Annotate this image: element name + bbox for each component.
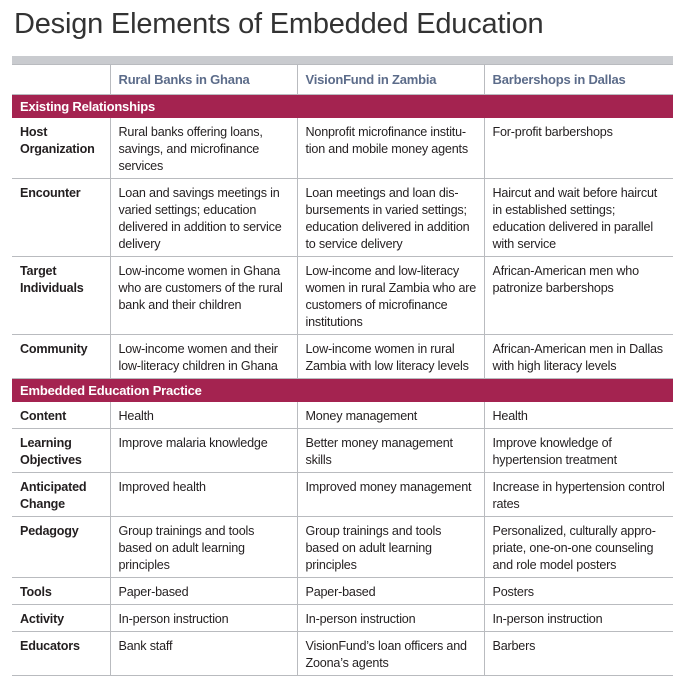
page-title: Design Elements of Embedded Education bbox=[14, 8, 544, 40]
table-row bbox=[12, 517, 673, 578]
column-header-ghana: Rural Banks in Ghana bbox=[110, 65, 297, 95]
table-cell: In-person instruction bbox=[484, 605, 673, 632]
table-cell: Health bbox=[484, 402, 673, 429]
table-body bbox=[12, 95, 673, 676]
table-cell: In-person instruction bbox=[297, 605, 484, 632]
table-cell: Health bbox=[110, 402, 297, 429]
table-cell: Low-income women in rural Zambia with low literacy levels bbox=[297, 335, 484, 379]
table-cell: Loan meetings and loan disbursements in varied settings; education delivered in addition to service delivery bbox=[297, 179, 484, 257]
header-rule bbox=[12, 56, 673, 64]
row-label: Tools bbox=[12, 578, 110, 605]
table-row bbox=[12, 118, 673, 179]
table-row bbox=[12, 578, 673, 605]
table-cell: Better money management skills bbox=[297, 429, 484, 473]
table-cell: Barbers bbox=[484, 632, 673, 676]
table-cell: Low-income and low-literacy women in rural Zambia who are customers of microfinance institutions bbox=[297, 257, 484, 335]
table-cell: Bank staff bbox=[110, 632, 297, 676]
row-label: Anticipated Change bbox=[12, 473, 110, 517]
table-cell: Improved health bbox=[110, 473, 297, 517]
table-cell: Improved money management bbox=[297, 473, 484, 517]
table-cell: Low-income women in Ghana who are customers of the rural bank and their children bbox=[110, 257, 297, 335]
row-label: Educators bbox=[12, 632, 110, 676]
table-row bbox=[12, 473, 673, 517]
row-label: Activity bbox=[12, 605, 110, 632]
table-cell: VisionFund’s loan officers and Zoona’s agents bbox=[297, 632, 484, 676]
table-row bbox=[12, 402, 673, 429]
table-cell: Improve malaria knowledge bbox=[110, 429, 297, 473]
row-label: Pedagogy bbox=[12, 517, 110, 578]
table-cell: Group trainings and tools based on adult learning principles bbox=[110, 517, 297, 578]
table-cell: Improve knowledge of hypertension treatment bbox=[484, 429, 673, 473]
row-label: Learning Objectives bbox=[12, 429, 110, 473]
table-cell: In-person instruction bbox=[110, 605, 297, 632]
column-header-blank bbox=[12, 65, 110, 95]
design-elements-table bbox=[12, 64, 673, 676]
table-row bbox=[12, 257, 673, 335]
table-cell: Nonprofit microfinance institution and mobile money agents bbox=[297, 118, 484, 179]
table-cell: Paper-based bbox=[110, 578, 297, 605]
column-header-row bbox=[12, 65, 673, 95]
table-cell: Money management bbox=[297, 402, 484, 429]
table-cell: Haircut and wait before haircut in established settings; education delivered in parallel with service bbox=[484, 179, 673, 257]
table-row bbox=[12, 605, 673, 632]
column-header-dallas: Barbershops in Dallas bbox=[484, 65, 673, 95]
table-cell: Loan and savings meetings in varied settings; education delivered in addition to service delivery bbox=[110, 179, 297, 257]
row-label: Community bbox=[12, 335, 110, 379]
section-title: Existing Relationships bbox=[12, 95, 673, 118]
table-row bbox=[12, 179, 673, 257]
section-title: Embedded Education Practice bbox=[12, 379, 673, 402]
table-row bbox=[12, 429, 673, 473]
row-label: Target Individuals bbox=[12, 257, 110, 335]
table-cell: Increase in hypertension control rates bbox=[484, 473, 673, 517]
table-row bbox=[12, 632, 673, 676]
table-cell: Low-income women and their low-literacy children in Ghana bbox=[110, 335, 297, 379]
table-cell: For-profit barbershops bbox=[484, 118, 673, 179]
table-cell: Rural banks offering loans, savings, and microfinance services bbox=[110, 118, 297, 179]
row-label: Host Organization bbox=[12, 118, 110, 179]
table-cell: Group trainings and tools based on adult learning principles bbox=[297, 517, 484, 578]
table-row bbox=[12, 335, 673, 379]
column-header-zambia: VisionFund in Zambia bbox=[297, 65, 484, 95]
section-header-embedded-education-practice bbox=[12, 379, 673, 402]
row-label: Encounter bbox=[12, 179, 110, 257]
table-cell: Posters bbox=[484, 578, 673, 605]
table-cell: Paper-based bbox=[297, 578, 484, 605]
table-cell: African-American men who patronize barbershops bbox=[484, 257, 673, 335]
section-header-existing-relationships bbox=[12, 95, 673, 118]
table-cell: Personalized, culturally appropriate, one-on-one counseling and role model posters bbox=[484, 517, 673, 578]
row-label: Content bbox=[12, 402, 110, 429]
table-cell: African-American men in Dallas with high literacy levels bbox=[484, 335, 673, 379]
